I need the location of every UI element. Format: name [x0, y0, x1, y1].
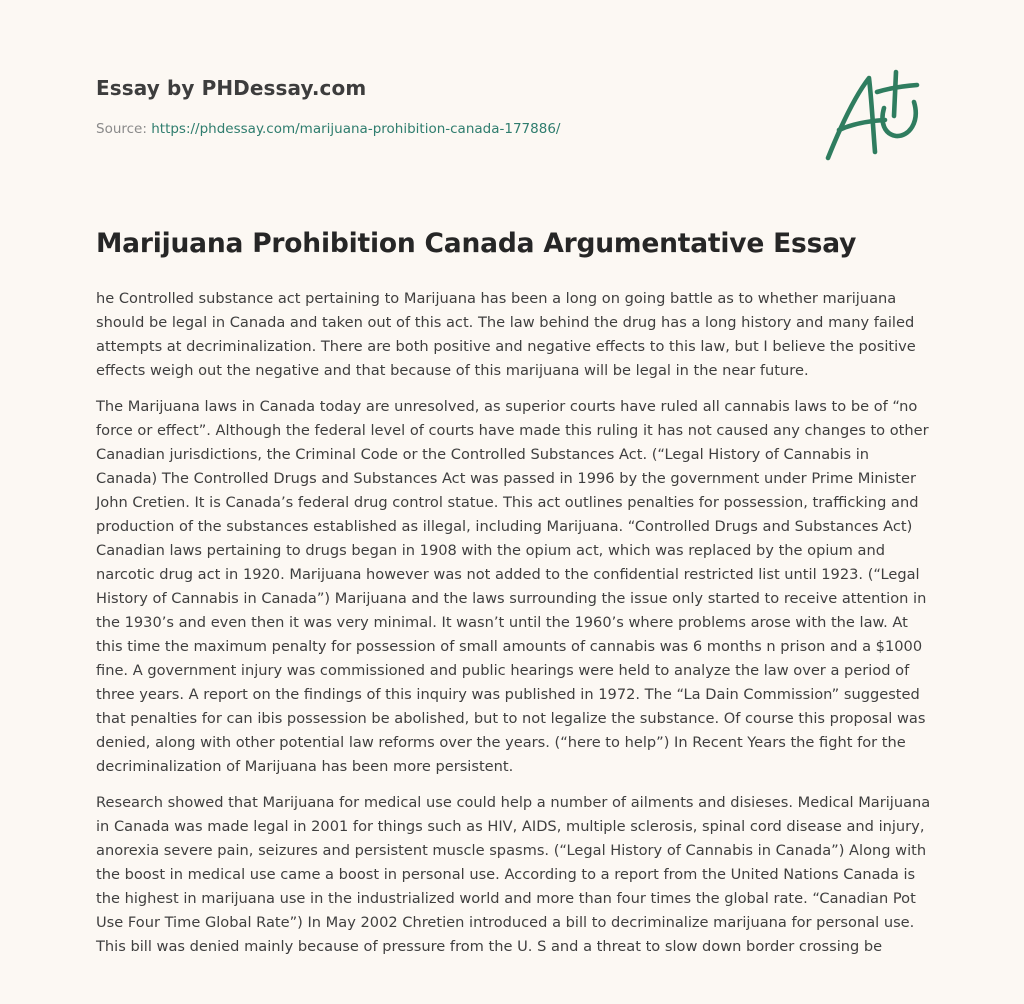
essay-paragraph: The Marijuana laws in Canada today are unresolved, as superior courts have ruled all cannabis laws to be of “no force or effect”. Although the federal level of courts have made this ruling it has not caused any changes to other Canadian jurisdictions, the Criminal Code or the Controlled Substances Act. (“Legal History of Cannabis in Canada) The Controlled Drugs and Substances Act was passed in 1996 by the government under Prime Minister John Cretien. It is Canada’s federal drug control statue. This act outlines penalties for possession, trafficking and production of the substances established as illegal, including Marijuana. “Controlled Drugs and Substances Act) Canadian laws pertaining to drugs began in 1908 with the opium act, which was replaced by the opium and narcotic drug act in 1920. Marijuana however was not added to the confidential restricted list until 1923. (“Legal History of Cannabis in Canada”) Marijuana and the laws surrounding the issue only started to receive attention in the 1930’s and even then it was very minimal. It wasn’t until the 1960’s where problems arose with the law. At this time the maximum penalty for possession of small amounts of cannabis was 6 months n prison and a $1000 fine. A government injury was commissioned and public hearings were held to analyze the law over a period of three years. A report on the findings of this inquiry was published in 1972. The “La Dain Commission” suggested that penalties for can ibis possession be abolished, but to not legalize the substance. Of course this proposal was denied, along with other potential law reforms over the years. (“here to help”) In Recent Years the fight for the decriminalization of Marijuana has been more persistent. — [96, 398, 929, 775]
page-header — [96, 76, 796, 137]
essay-paragraph: he Controlled substance act pertaining to Marijuana has been a long on going battle as to whether marijuana should be legal in Canada and taken out of this act. The law behind the drug has a long history and many failed attempts at decriminalization. There are both positive and negative effects to this law, but I believe the positive effects weigh out the negative and that because of this marijuana will be legal in the near future. — [96, 290, 916, 379]
source-line — [96, 121, 796, 137]
source-label: Source: — [96, 121, 147, 137]
site-brand: Essay by PHDessay.com — [96, 76, 367, 100]
essay-title: Marijuana Prohibition Canada Argumentative Essay — [96, 228, 857, 259]
a-plus-icon — [822, 66, 928, 164]
essay-body — [96, 287, 932, 971]
essay-paragraph: Research showed that Marijuana for medical use could help a number of ailments and disieses. Medical Marijuana in Canada was made legal in 2001 for things such as HIV, AIDS, multiple sclerosis, spinal cord disease and injury, anorexia severe pain, seizures and persistent muscle spasms. (“Legal History of Cannabis in Canada”) Along with the boost in medical use came a boost in personal use. According to a report from the United Nations Canada is the highest in marijuana use in the industrialized world and more than four times the global rate. “Canadian Pot Use Four Time Global Rate”) In May 2002 Chretien introduced a bill to decriminalize marijuana for personal use. This bill was denied mainly because of pressure from the U. S and a threat to slow down border crossing be — [96, 794, 931, 955]
source-link[interactable]: https://phdessay.com/marijuana-prohibition-canada-177886/ — [151, 121, 561, 137]
